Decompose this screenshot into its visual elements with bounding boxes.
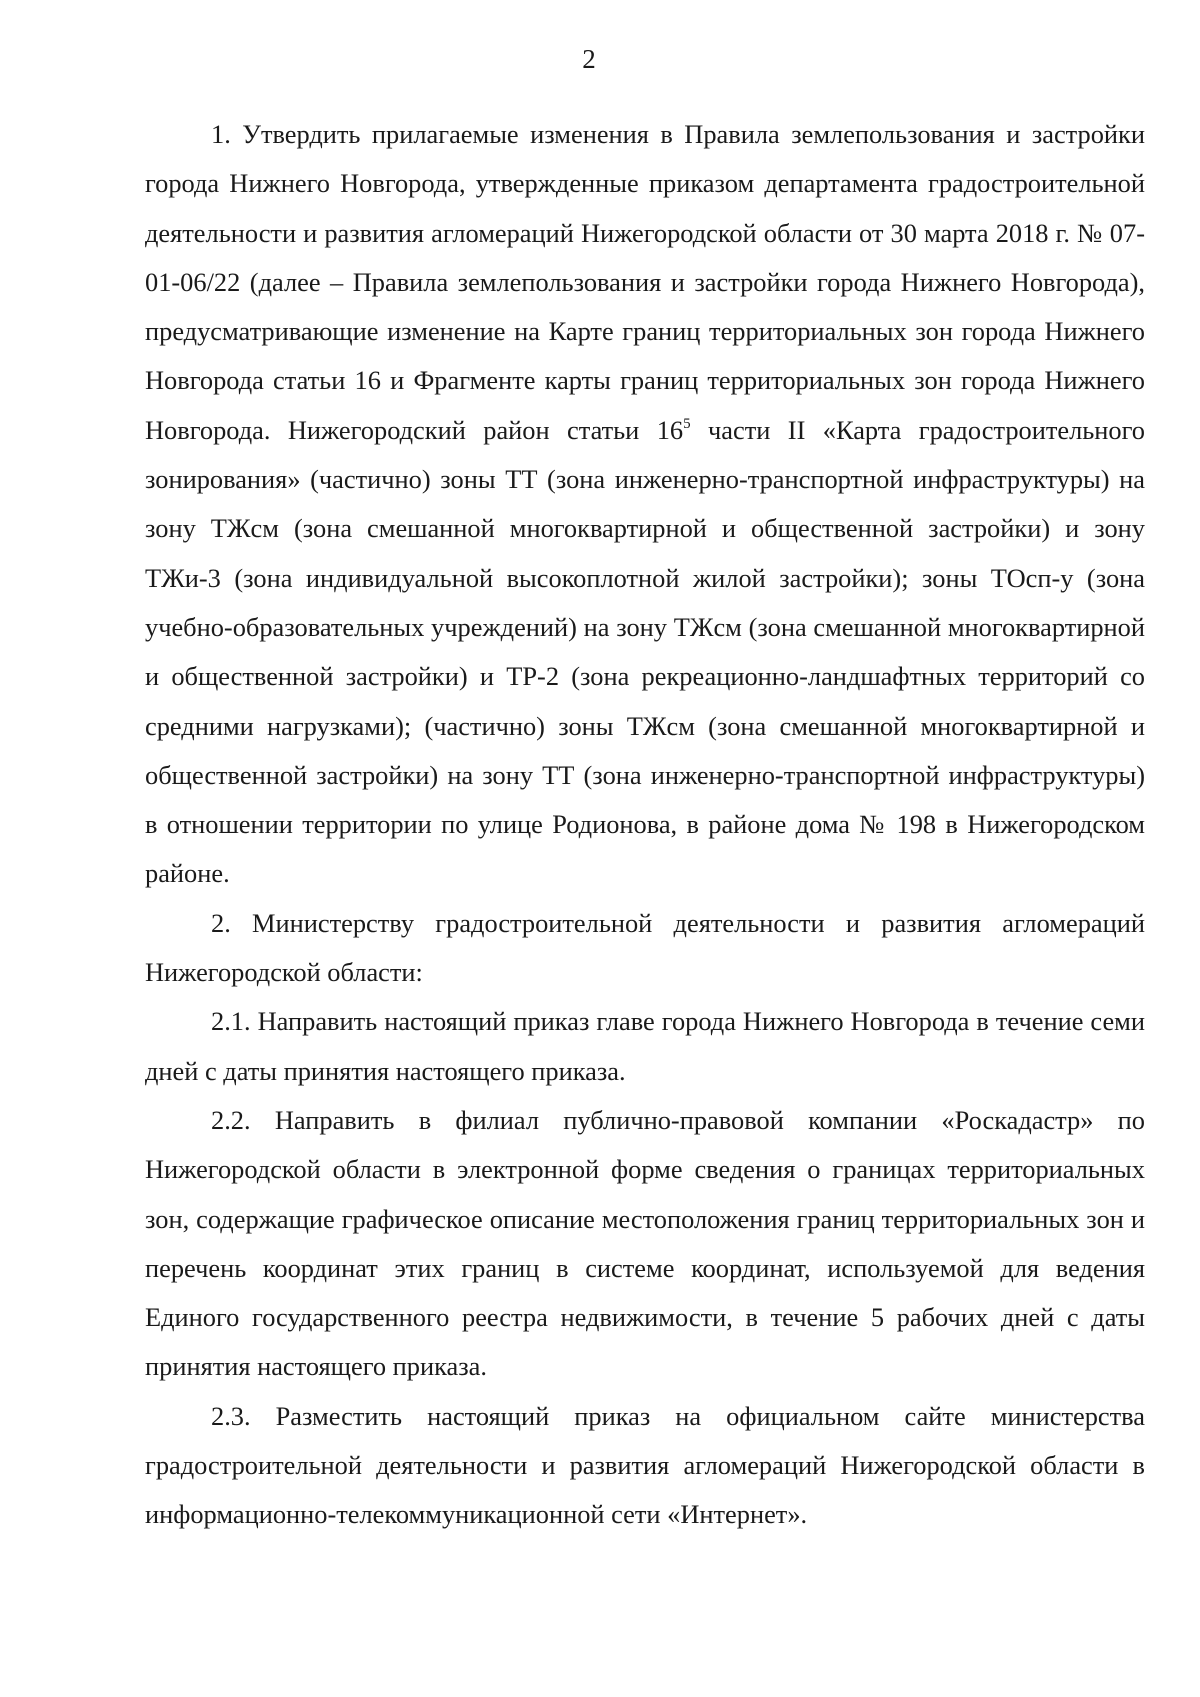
paragraph-1 xyxy=(145,110,1145,899)
paragraph-2-1: 2.1. Направить настоящий приказ главе города Нижнего Новгорода в течение семи дней с даты принятия настоящего приказа. xyxy=(145,1006,1145,1086)
page-number: 2 xyxy=(582,44,596,74)
paragraph-2-3: 2.3. Разместить настоящий приказ на официальном сайте министерства градостроительной деятельности и развития агломераций Нижегородской области в информационно-телекоммуникационной сети «Интернет». xyxy=(145,1400,1145,1530)
paragraph-1-superscript: 5 xyxy=(683,415,691,432)
document-body xyxy=(145,110,1145,1540)
paragraph-1-text: 1. Утвердить прилагаемые изменения в Правила землепользования и застройки города Нижнего Новгорода, утвержденные приказом департамента градостроительной деятельности и развития агломераций Нижегородской области от 30 марта 2018 г. № 07-01-06/22 (далее – Правила землепользования и застройки города Нижнего Новгорода), предусматривающие изменение на Карте границ территориальных зон города Нижнего Новгорода статьи 16 и Фрагменте карты границ территориальных зон города Нижнего Новгорода. Нижегородский район статьи 16 xyxy=(145,119,1145,445)
paragraph-1-text-continued: части II «Карта градостроительного зонирования» (частично) зоны ТТ (зона инженерно-транспортной инфраструктуры) на зону ТЖсм (зона смешанной многоквартирной и общественной застройки) и зону ТЖи-3 (зона индивидуальной высокоплотной жилой застройки); зоны ТОсп-у (зона учебно-образовательных учреждений) на зону ТЖсм (зона смешанной многоквартирной и общественной застройки) и ТР-2 (зона рекреационно-ландшафтных территорий со средними нагрузками); (частично) зоны ТЖсм (зона смешанной многоквартирной и общественной застройки) на зону ТТ (зона инженерно-транспортной инфраструктуры) в отношении территории по улице Родионова, в районе дома № 198 в Нижегородском районе. xyxy=(145,414,1145,889)
paragraph-2-2: 2.2. Направить в филиал публично-правовой компании «Роскадастр» по Нижегородской области в электронной форме сведения о границах территориальных зон, содержащие графическое описание местоположения границ территориальных зон и перечень координат этих границ в системе координат, используемой для ведения Единого государственного реестра недвижимости, в течение 5 рабочих дней с даты принятия настоящего приказа. xyxy=(145,1104,1145,1382)
paragraph-2: 2. Министерству градостроительной деятельности и развития агломераций Нижегородской области: xyxy=(145,907,1145,988)
